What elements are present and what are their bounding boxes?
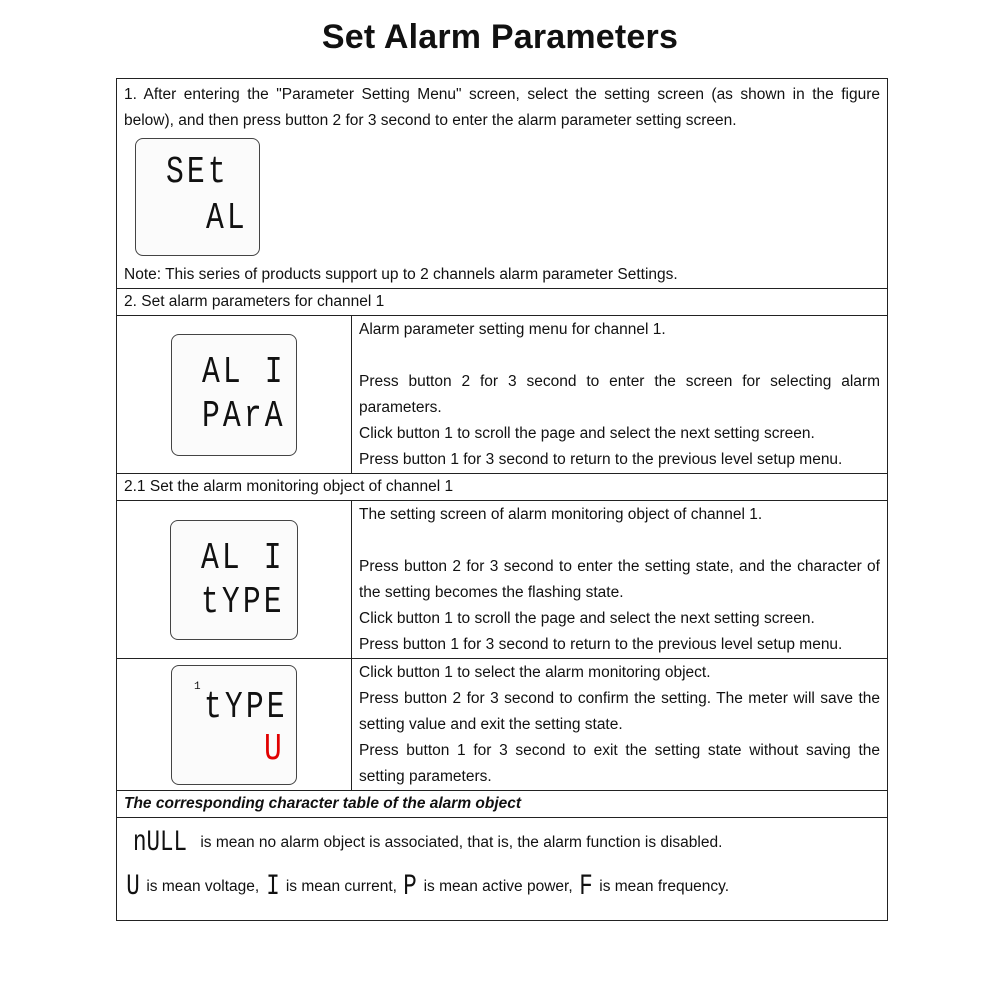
step21b-desc-1: Click button 1 to select the alarm monitoring object.: [359, 664, 711, 681]
step2-desc-3: Press button 1 for 3 second to return to the previous level setup menu.: [359, 451, 843, 468]
lcd-al1-type: [170, 520, 298, 640]
lcd-line1: SEt: [166, 151, 229, 194]
step21b-desc-3: Press button 1 for 3 second to exit the setting state without saving the setting parameters.: [359, 742, 880, 785]
step21-desc-3: Press button 1 for 3 second to return to the previous level setup menu.: [359, 636, 843, 653]
step21-desc: [352, 501, 888, 659]
step21b-row: [117, 659, 888, 791]
instruction-table: [116, 78, 888, 921]
lcd-line2: AL: [206, 197, 248, 240]
step2-desc-title: Alarm parameter setting menu for channel 1.: [359, 321, 666, 338]
step2-header-row: [117, 289, 888, 316]
lcd-al1-para: [171, 334, 297, 456]
lcd-type-u: [171, 665, 297, 785]
char-table-cell: [117, 818, 888, 921]
step1-row: [117, 79, 888, 289]
step21-desc-title: The setting screen of alarm monitoring object of channel 1.: [359, 506, 763, 523]
lcd-line1: tYPE: [204, 685, 288, 729]
step21b-desc: [352, 659, 888, 791]
step1-note: Note: This series of products support up to 2 channels alarm parameter Settings.: [124, 266, 678, 283]
char-table-header-row: [117, 791, 888, 818]
step1-cell: [117, 79, 888, 289]
step21-desc-2: Click button 1 to scroll the page and select the next setting screen.: [359, 610, 815, 627]
lcd-indicator: 1: [194, 680, 201, 693]
null-glyph: nULL: [133, 826, 188, 860]
char-table-row: [117, 818, 888, 921]
lcd-line2: PArA: [202, 394, 286, 438]
p-glyph: P: [403, 870, 418, 904]
null-line: [124, 828, 880, 858]
i-glyph: I: [265, 870, 280, 904]
step21-desc-1: Press button 2 for 3 second to enter the setting state, and the character of the setting becomes the flashing state.: [359, 558, 880, 601]
p-text: is mean active power,: [419, 878, 577, 895]
step2-lcd-cell: [117, 316, 352, 474]
step21-lcd-cell: [117, 501, 352, 659]
lcd-line1: AL I: [201, 536, 285, 580]
step21-header-row: [117, 474, 888, 501]
lcd-line2: tYPE: [201, 580, 285, 624]
u-text: is mean voltage,: [142, 878, 264, 895]
lcd-line1: AL I: [202, 350, 286, 394]
step2-desc: [352, 316, 888, 474]
step2-desc-1: Press button 2 for 3 second to enter the screen for selecting alarm parameters.: [359, 373, 880, 416]
step2-desc-2: Click button 1 to scroll the page and select the next setting screen.: [359, 425, 815, 442]
page-title: Set Alarm Parameters: [321, 18, 679, 56]
step21b-desc-2: Press button 2 for 3 second to confirm the setting. The meter will save the setting value and exit the setting state.: [359, 690, 880, 733]
lcd-set-al: [135, 138, 260, 256]
lcd-line2-value: U: [264, 727, 285, 771]
step21-row: [117, 501, 888, 659]
f-glyph: F: [579, 870, 593, 904]
u-glyph: U: [126, 870, 140, 904]
null-text: is mean no alarm object is associated, that is, the alarm function is disabled.: [196, 834, 723, 851]
step1-text: 1. After entering the "Parameter Setting Menu" screen, select the setting screen (as shown in the figure below), and then press button 2 for 3 second to enter the alarm parameter setting screen.: [124, 86, 880, 129]
f-text: is mean frequency.: [594, 878, 730, 895]
step21-header: 2.1 Set the alarm monitoring object of channel 1: [117, 474, 888, 501]
step2-row: [117, 316, 888, 474]
i-text: is mean current,: [281, 878, 402, 895]
char-table-header: The corresponding character table of the alarm object: [117, 791, 888, 818]
step2-header: 2. Set alarm parameters for channel 1: [117, 289, 888, 316]
step21b-lcd-cell: [117, 659, 352, 791]
symbol-line: [124, 872, 880, 902]
